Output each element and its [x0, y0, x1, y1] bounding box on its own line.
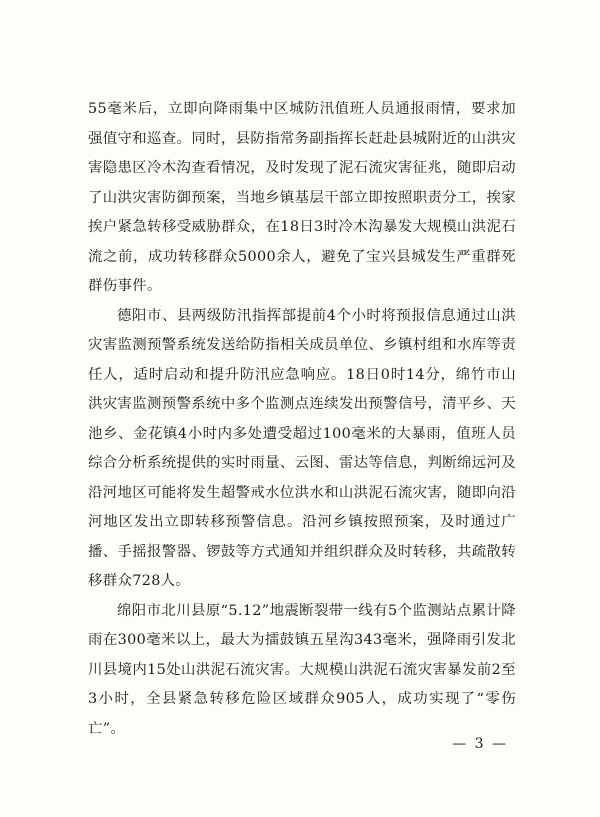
document-body: [88, 95, 516, 744]
paragraph-3: 绵阳市北川县原“5.12”地震断裂带一线有5个监测站点累计降雨在300毫米以上，最大为擂鼓镇五星沟343毫米，强降雨引发北川县境内15处山洪泥石流灾害。大规模山洪泥石流灾害暴发前2至3小时，全县紧急转移危险区域群众905人，成功实现了“零伤亡”。: [88, 602, 516, 737]
page-number: — 3 —: [452, 736, 508, 752]
paragraph-2: 德阳市、县两级防汛指挥部提前4个小时将预报信息通过山洪灾害监测预警系统发送给防指相关成员单位、乡镇村组和水库等责任人，适时启动和提升防汛应急响应。18日0时14分，绵竹市山洪灾害监测预警系统中多个监测点连续发出预警信号，清平乡、天池乡、金花镇4小时内多处遭受超过100毫米的大暴雨，值班人员综合分析系统提供的实时雨量、云图、雷达等信息，判断绵远河及沿河地区可能将发生超警戒水位洪水和山洪泥石流灾害，随即向沿河地区发出立即转移预警信息。沿河乡镇按照预案，及时通过广播、手摇报警器、锣鼓等方式通知并组织群众及时转移，共疏散转移群众728人。: [88, 307, 516, 589]
paragraph-1: 55毫米后，立即向降雨集中区城防汛值班人员通报雨情，要求加强值守和巡查。同时，县防指常务副指挥长赶赴县城附近的山洪灾害隐患区冷木沟查看情况，及时发现了泥石流灾害征兆，随即启动了山洪灾害防御预案，当地乡镇基层干部立即按照职责分工，挨家挨户紧急转移受威胁群众，在18日3时冷木沟暴发大规模山洪泥石流之前，成功转移群众5000余人，避免了宝兴县城发生严重群死群伤事件。: [88, 101, 516, 294]
